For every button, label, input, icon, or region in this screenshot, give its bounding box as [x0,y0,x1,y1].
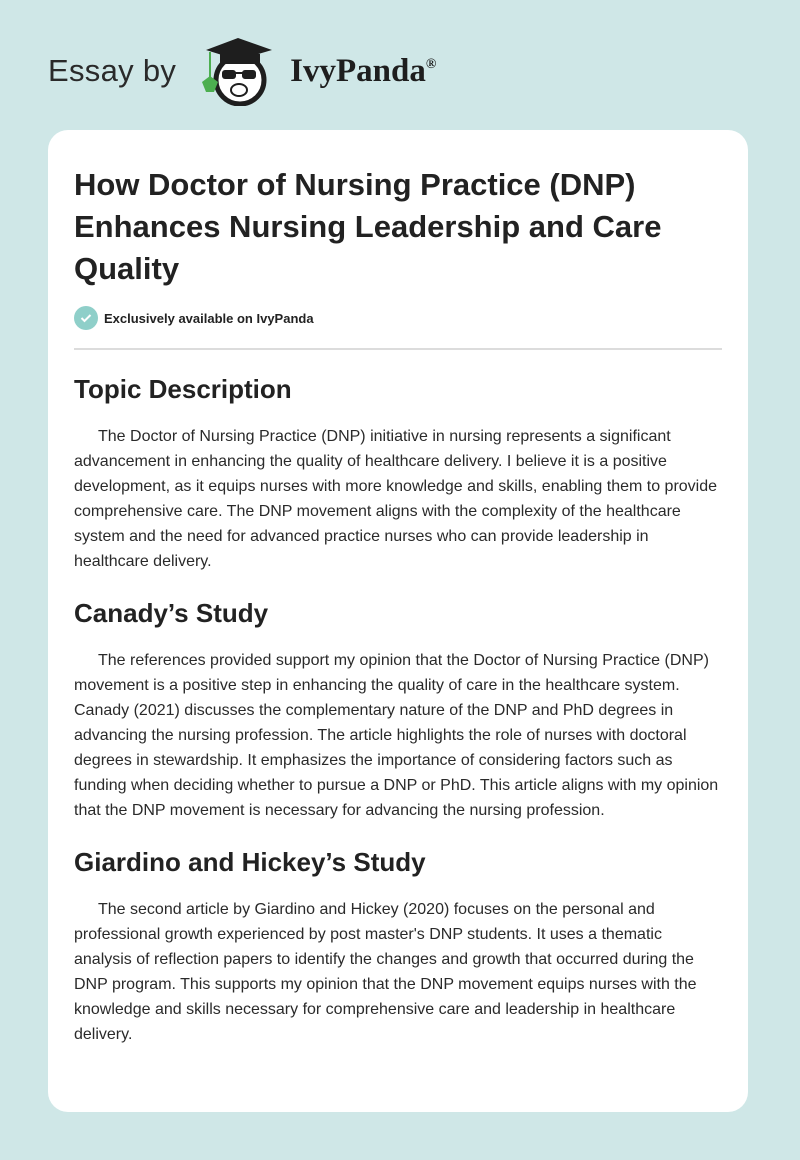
section-body: The second article by Giardino and Hickey (2020) focuses on the personal and professional growth experienced by post master's DNP students. It uses a thematic analysis of reflection papers to identify the changes and growth that occurred during the DNP program. This supports my opinion that the DNP movement equips nurses with the knowledge and skills necessary for comprehensive care and leadership in healthcare delivery. [74,901,697,1043]
section-heading: Topic Description [74,374,292,404]
essay-card [48,130,748,1112]
check-icon [74,306,98,330]
divider [74,348,722,350]
section-heading: Canady’s Study [74,598,269,628]
panda-logo-icon[interactable] [196,36,282,106]
site-header [48,36,436,106]
section-body: The references provided support my opinion that the Doctor of Nursing Practice (DNP) movement is a positive step in enhancing the quality of care in the healthcare system. Canady (2021) discusses the complementary nature of the DNP and PhD degrees in advancing the nursing profession. The article highlights the role of nurses with doctoral degrees in stewardship. It emphasizes the importance of considering factors such as funding when deciding whether to pursue a DNP or PhD. This article aligns with my opinion that the DNP movement is necessary for advancing the nursing profession. [74,652,719,819]
registered-mark: ® [425,56,437,72]
brand-text: IvyPanda [290,52,426,89]
brand-name[interactable] [290,53,436,90]
badge-text: Exclusively available on IvyPanda [104,310,314,326]
section-body: The Doctor of Nursing Practice (DNP) initiative in nursing represents a significant advancement in enhancing the quality of healthcare delivery. I believe it is a positive development, as it equips nurses with more knowledge and skills, enabling them to provide comprehensive care. The DNP movement aligns with the complexity of the healthcare system and the need for advanced practice nurses who can provide leadership in healthcare delivery. [74,428,718,570]
section-heading: Giardino and Hickey’s Study [74,847,426,877]
page-title: How Doctor of Nursing Practice (DNP) Enhances Nursing Leadership and Care Quality [74,167,662,286]
essay-by-label: Essay by [48,53,177,88]
exclusive-badge [74,306,722,330]
